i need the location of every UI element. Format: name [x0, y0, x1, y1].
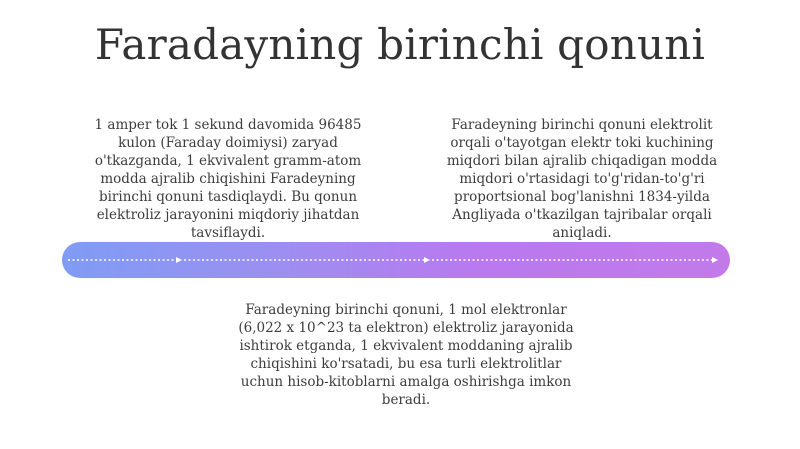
arrow-right-icon [176, 257, 182, 263]
text-line: o'tkazganda, 1 ekvivalent gramm-atom [94, 153, 362, 169]
text-line: Angliyada o'tkazilgan tajribalar orqali [452, 207, 712, 223]
text-line: proportsional bog'lanishni 1834-yilda [454, 189, 710, 205]
text-line: Faradeyning birinchi qonuni elektrolit [451, 117, 713, 133]
text-line: birinchi qonuni tasdiqlaydi. Bu qonun [98, 189, 358, 205]
timeline-bar [62, 242, 730, 278]
text-block-right [432, 116, 732, 242]
text-line: uchun hisob-kitoblarni amalga oshirishga imkon [240, 374, 572, 390]
text-line: (6,022 x 10^23 ta elektron) elektroliz jarayonida [238, 320, 574, 336]
arrow-right-icon [424, 257, 430, 263]
text-line: ishtirok etganda, 1 ekvivalent moddaning ajralib [239, 338, 573, 354]
text-line: 1 amper tok 1 sekund davomida 96485 [94, 117, 362, 133]
text-line: aniqladi. [552, 225, 612, 241]
text-line: modda ajralib chiqishini Faradeyning [100, 171, 356, 187]
text-line: miqdori bilan ajralib chiqadigan modda [446, 153, 718, 169]
text-line: beradi. [381, 392, 431, 408]
slide-title: Faradayning birinchi qonuni [94, 20, 706, 69]
text-line: Faradeyning birinchi qonuni, 1 mol elektronlar [245, 302, 567, 318]
arrow-right-icon [712, 257, 718, 263]
text-line: elektroliz jarayonini miqdoriy jihatdan [96, 207, 360, 223]
text-line: kulon (Faraday doimiysi) zaryad [118, 135, 338, 151]
timeline-arrows [62, 242, 730, 278]
text-line: chiqishini ko'rsatadi, bu esa turli elektrolitlar [250, 356, 562, 372]
text-line: miqdori o'rtasidagi to'g'ridan-to'g'ri [459, 171, 705, 187]
text-line: orqali o'tayotgan elektr toki kuchining [450, 135, 714, 151]
text-line: tavsiflaydi. [190, 225, 266, 241]
text-block-left [78, 116, 378, 242]
text-block-bottom [222, 301, 590, 409]
